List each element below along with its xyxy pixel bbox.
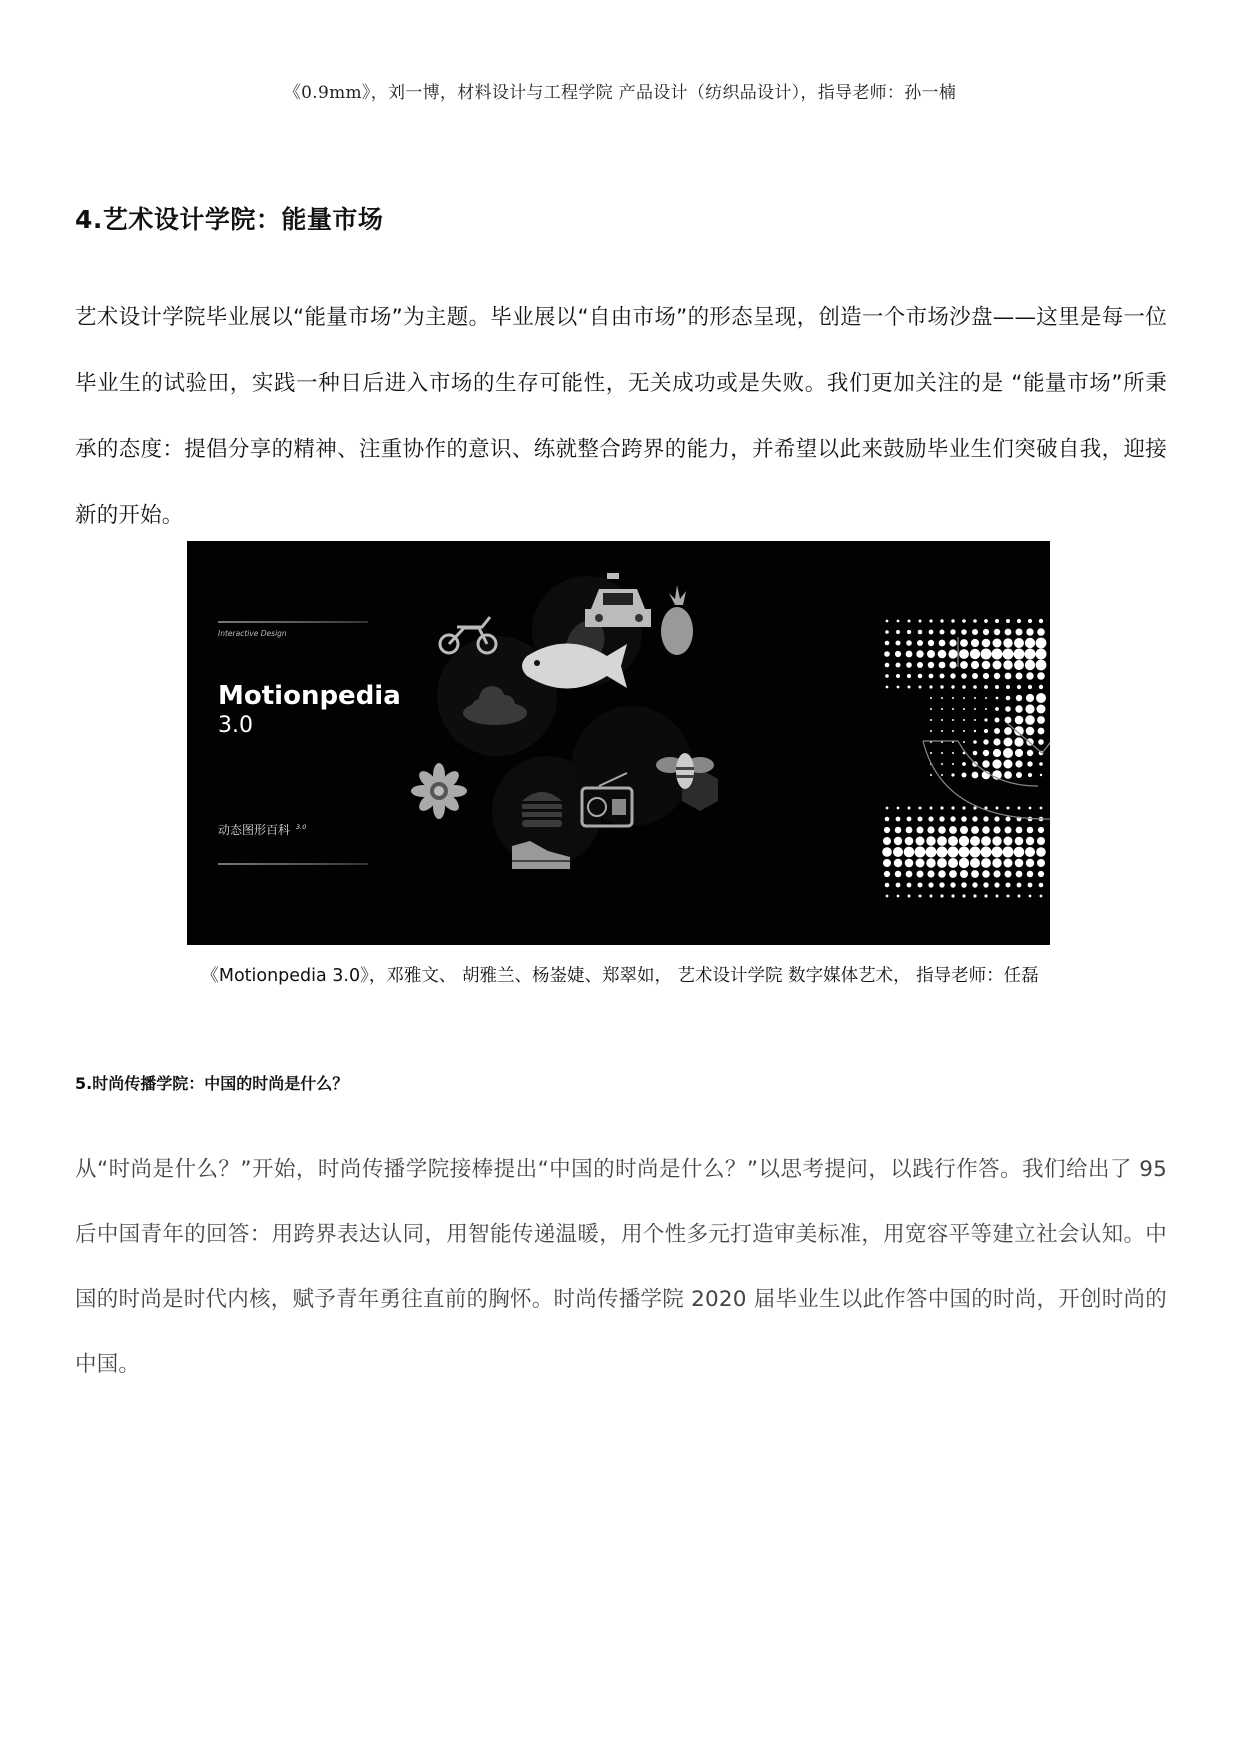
halftone-numeral-3 (882, 619, 1046, 898)
section-5-paragraph: 从“时尚是什么？”开始，时尚传播学院接棒提出“中国的时尚是什么？”以思考提问，以践行作答。我们给出了 95 后中国青年的回答：用跨界表达认同，用智能传递温暖，用个性多元打造审美标准，用宽容平等建立社会认知。中国的时尚是时代内核，赋予青年勇往直前的胸怀。时尚传播学院 2020 届毕业生以此作答中国的时尚，开创时尚的中国。 (75, 1157, 1167, 1377)
previous-figure-caption: 《0.9mm》，刘一博，材料设计与工程学院 产品设计（纺织品设计），指导老师：孙一楠 (283, 83, 957, 103)
figure-artwork (187, 541, 1050, 945)
figure-caption: 《Motionpedia 3.0》，邓雅文、 胡雅兰、杨崟婕、郑翠如， 艺术设计学院 数字媒体艺术， 指导老师：任磊 (201, 966, 1039, 986)
top-divider (218, 621, 368, 623)
pineapple-icon (661, 585, 693, 655)
section-5-heading: 5.时尚传播学院：中国的时尚是什么？ (75, 1074, 349, 1093)
bottom-divider (218, 863, 368, 865)
figure-tag: Interactive Design (218, 629, 287, 638)
section-4-paragraph: 艺术设计学院毕业展以“能量市场”为主题。毕业展以“自由市场”的形态呈现，创造一个市场沙盘——这里是每一位毕业生的试验田，实践一种日后进入市场的生存可能性，无关成功或是失败。我们更加关注的是 “能量市场”所秉承的态度：提倡分享的精神、注重协作的意识、练就整合跨界的能力，并希望以此来鼓励毕业生们突破自我，迎接新的开始。 (75, 305, 1167, 528)
motionpedia-figure (187, 541, 1050, 945)
figure-cn-title: 动态图形百科 $^{3.0}$ (218, 823, 307, 837)
section-4-heading: 4.艺术设计学院：能量市场 (75, 205, 384, 234)
figure-version: 3.0 (218, 713, 253, 738)
figure-title: Motionpedia (218, 681, 401, 711)
flower-icon (411, 763, 467, 819)
